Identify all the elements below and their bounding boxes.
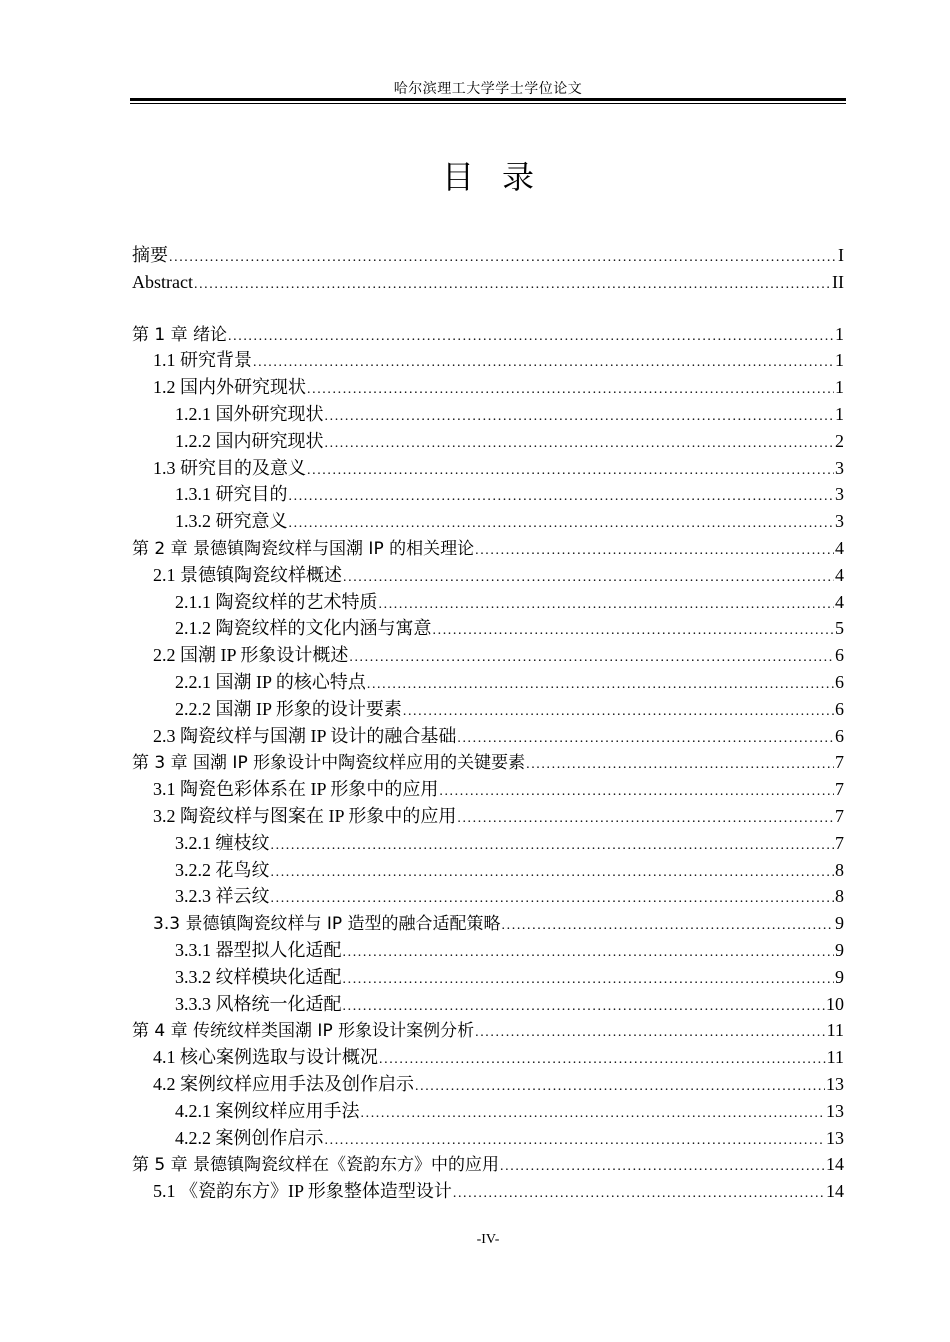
toc-entry[interactable] (132, 883, 844, 910)
toc-entry[interactable] (132, 428, 844, 455)
toc-entry-title: 2.3 陶瓷纹样与国潮 IP 设计的融合基础 (153, 725, 457, 746)
toc-leader-dots (475, 538, 834, 565)
toc-entry[interactable] (132, 910, 844, 937)
toc-entry-page: 4 (835, 564, 844, 585)
toc-entry-page: 1 (835, 323, 844, 344)
toc-entry[interactable] (132, 1071, 844, 1098)
toc-entry-page: 13 (826, 1127, 844, 1148)
toc-entry-title: 第 3 章 国潮 IP 形象设计中陶瓷纹样应用的关键要素 (132, 753, 526, 774)
toc-entry-title: 3.3.3 风格统一化适配 (175, 993, 342, 1014)
toc-entry-page: 13 (826, 1100, 844, 1121)
toc-leader-dots (453, 1181, 825, 1208)
toc-entry[interactable] (132, 481, 844, 508)
toc-entry-page: 3 (835, 511, 844, 532)
toc-entry-page: 1 (835, 350, 844, 371)
toc-entry-page: 8 (835, 859, 844, 880)
toc-leader-dots (289, 484, 835, 511)
toc-entry-title: 2.1.1 陶瓷纹样的艺术特质 (175, 591, 378, 612)
toc-entry[interactable] (132, 723, 844, 750)
toc-entry-title: 1.3 研究目的及意义 (153, 457, 306, 478)
running-header: 哈尔滨理工大学学士学位论文 (393, 82, 583, 97)
toc-entry-title: 1.1 研究背景 (153, 350, 252, 371)
toc-entry-page: 7 (835, 779, 844, 800)
toc-entry-page: 1 (835, 403, 844, 424)
toc-leader-dots (271, 833, 835, 860)
toc-leader-dots (228, 324, 834, 351)
toc-entry-title: 4.1 核心案例选取与设计概况 (153, 1047, 378, 1068)
toc-leader-dots (253, 350, 834, 377)
toc-entry-title: 摘要 (132, 245, 168, 265)
toc-leader-dots (325, 1128, 826, 1155)
toc-leader-dots (361, 1101, 826, 1128)
toc-entry[interactable] (132, 589, 844, 616)
toc-leader-dots (379, 1047, 826, 1074)
toc-entry-title: 3.3.1 器型拟人化适配 (175, 939, 342, 960)
toc-entry[interactable] (132, 669, 844, 696)
toc-entry[interactable] (132, 508, 844, 535)
toc-entry-page: 9 (835, 939, 844, 960)
toc-entry[interactable] (132, 964, 844, 991)
toc-entry[interactable] (132, 347, 844, 374)
toc-entry-page: 10 (826, 993, 844, 1014)
toc-entry-title: 2.1 景德镇陶瓷纹样概述 (153, 564, 342, 585)
toc-entry[interactable] (132, 749, 844, 776)
toc-leader-dots (367, 672, 834, 699)
toc-entry[interactable] (132, 776, 844, 803)
toc-leader-dots (271, 860, 835, 887)
page-title: 目录 (441, 158, 562, 196)
toc-entry-title: 2.2.2 国潮 IP 形象的设计要素 (175, 698, 402, 719)
toc-leader-dots (325, 404, 835, 431)
toc-leader-dots (325, 431, 835, 458)
toc-entry-title: 3.2 陶瓷纹样与图案在 IP 形象中的应用 (153, 805, 457, 826)
toc-entry-title: 1.3.1 研究目的 (175, 484, 288, 505)
toc-entry[interactable] (132, 937, 844, 964)
toc-entry[interactable] (132, 374, 844, 401)
toc-entry-title: 3.2.1 缠枝纹 (175, 832, 270, 853)
toc-leader-dots (475, 1020, 826, 1047)
toc-leader-dots (415, 1074, 825, 1101)
toc-leader-dots (403, 699, 834, 726)
toc-leader-dots (194, 272, 831, 299)
toc-entry[interactable] (132, 1125, 844, 1152)
toc-leader-dots (439, 779, 834, 806)
toc-entry[interactable] (132, 562, 844, 589)
toc-entry[interactable] (132, 803, 844, 830)
toc-entry[interactable] (132, 401, 844, 428)
toc-entry-title: 3.1 陶瓷色彩体系在 IP 形象中的应用 (153, 779, 439, 800)
toc-entry-page: 14 (826, 1154, 844, 1175)
toc-entry-page: 7 (835, 805, 844, 826)
toc-leader-dots (526, 752, 834, 779)
toc-entry-title: 5.1 《瓷韵东方》IP 形象整体造型设计 (153, 1181, 452, 1202)
toc-entry-title: 1.2 国内外研究现状 (153, 377, 306, 398)
toc-leader-dots (502, 913, 834, 940)
toc-leader-dots (169, 245, 837, 272)
toc-entry-title: 4.2 案例纹样应用手法及创作启示 (153, 1073, 414, 1094)
toc-leader-dots (433, 618, 835, 645)
toc-entry-title: 第 2 章 景德镇陶瓷纹样与国潮 IP 的相关理论 (132, 538, 475, 559)
toc-entry-title: Abstract (132, 271, 193, 292)
toc-entry-page: 11 (826, 1020, 844, 1041)
toc-entry-page: 9 (835, 913, 844, 934)
toc-entry-title: 4.2.1 案例纹样应用手法 (175, 1100, 360, 1121)
toc-entry-page: 7 (835, 832, 844, 853)
toc-entry[interactable] (132, 535, 844, 562)
toc-entry-page: 11 (826, 1047, 844, 1068)
toc-entry-page: 2 (835, 430, 844, 451)
header-rule-thick (130, 98, 846, 101)
toc-entry-page: II (832, 271, 844, 292)
toc-entry-title: 第 4 章 传统纹样类国潮 IP 形象设计案例分析 (132, 1021, 475, 1042)
toc-leader-dots (271, 886, 835, 913)
table-of-contents (132, 242, 844, 1205)
toc-leader-dots (343, 565, 834, 592)
toc-entry-title: 1.3.2 研究意义 (175, 511, 288, 532)
toc-entry-title: 2.2.1 国潮 IP 的核心特点 (175, 671, 366, 692)
toc-leader-dots (343, 967, 835, 994)
toc-entry-title: 第 5 章 景德镇陶瓷纹样在《瓷韵东方》中的应用 (132, 1155, 500, 1176)
toc-entry-title: 2.2 国潮 IP 形象设计概述 (153, 645, 349, 666)
toc-entry-title: 4.2.2 案例创作启示 (175, 1127, 324, 1148)
toc-entry[interactable] (132, 857, 844, 884)
toc-entry[interactable] (132, 696, 844, 723)
toc-leader-dots (349, 645, 834, 672)
toc-entry-page: 8 (835, 886, 844, 907)
toc-entry-page: 9 (835, 966, 844, 987)
toc-entry[interactable] (132, 1151, 844, 1178)
toc-leader-dots (379, 592, 835, 619)
toc-entry-page: 4 (835, 591, 844, 612)
toc-entry[interactable] (132, 455, 844, 482)
toc-entry[interactable] (132, 642, 844, 669)
toc-entry-title: 2.1.2 陶瓷纹样的文化内涵与寓意 (175, 618, 432, 639)
toc-entry-title: 第 1 章 绪论 (132, 324, 228, 345)
toc-leader-dots (500, 1154, 825, 1181)
page-number: -IV- (476, 1232, 500, 1247)
toc-entry-page: 6 (835, 698, 844, 719)
toc-entry[interactable] (132, 321, 844, 348)
toc-entry-page: 14 (826, 1181, 844, 1202)
toc-entry-title: 3.3 景德镇陶瓷纹样与 IP 造型的融合适配策略 (153, 914, 501, 935)
toc-entry-page: 7 (835, 752, 844, 773)
toc-entry-page: 13 (826, 1073, 844, 1094)
toc-leader-dots (343, 940, 835, 967)
toc-entry[interactable] (132, 269, 844, 296)
toc-entry[interactable] (132, 1098, 844, 1125)
toc-entry-page: 3 (835, 484, 844, 505)
toc-entry-title: 3.2.2 花鸟纹 (175, 859, 270, 880)
toc-entry-title: 1.2.2 国内研究现状 (175, 430, 324, 451)
toc-leader-dots (457, 726, 834, 753)
toc-entry-page: 4 (835, 537, 844, 558)
header-rule-thin (130, 103, 846, 104)
toc-entry[interactable] (132, 991, 844, 1018)
toc-entry[interactable] (132, 615, 844, 642)
toc-entry[interactable] (132, 1044, 844, 1071)
toc-entry-page: 6 (835, 645, 844, 666)
toc-entry-page: 1 (835, 377, 844, 398)
toc-leader-dots (457, 806, 834, 833)
toc-leader-dots (289, 511, 835, 538)
toc-entry-page: I (838, 245, 844, 265)
toc-entry-title: 3.2.3 祥云纹 (175, 886, 270, 907)
toc-entry[interactable] (132, 1178, 844, 1205)
toc-leader-dots (307, 458, 834, 485)
toc-entry-page: 5 (835, 618, 844, 639)
toc-entry-title: 1.2.1 国外研究现状 (175, 403, 324, 424)
toc-entry-page: 6 (835, 671, 844, 692)
toc-entry[interactable] (132, 830, 844, 857)
toc-entry[interactable] (132, 1017, 844, 1044)
toc-leader-dots (307, 377, 834, 404)
toc-entry-page: 3 (835, 457, 844, 478)
toc-leader-dots (343, 994, 826, 1021)
toc-entry-title: 3.3.2 纹样模块化适配 (175, 966, 342, 987)
toc-entry-page: 6 (835, 725, 844, 746)
toc-entry[interactable] (132, 242, 844, 269)
